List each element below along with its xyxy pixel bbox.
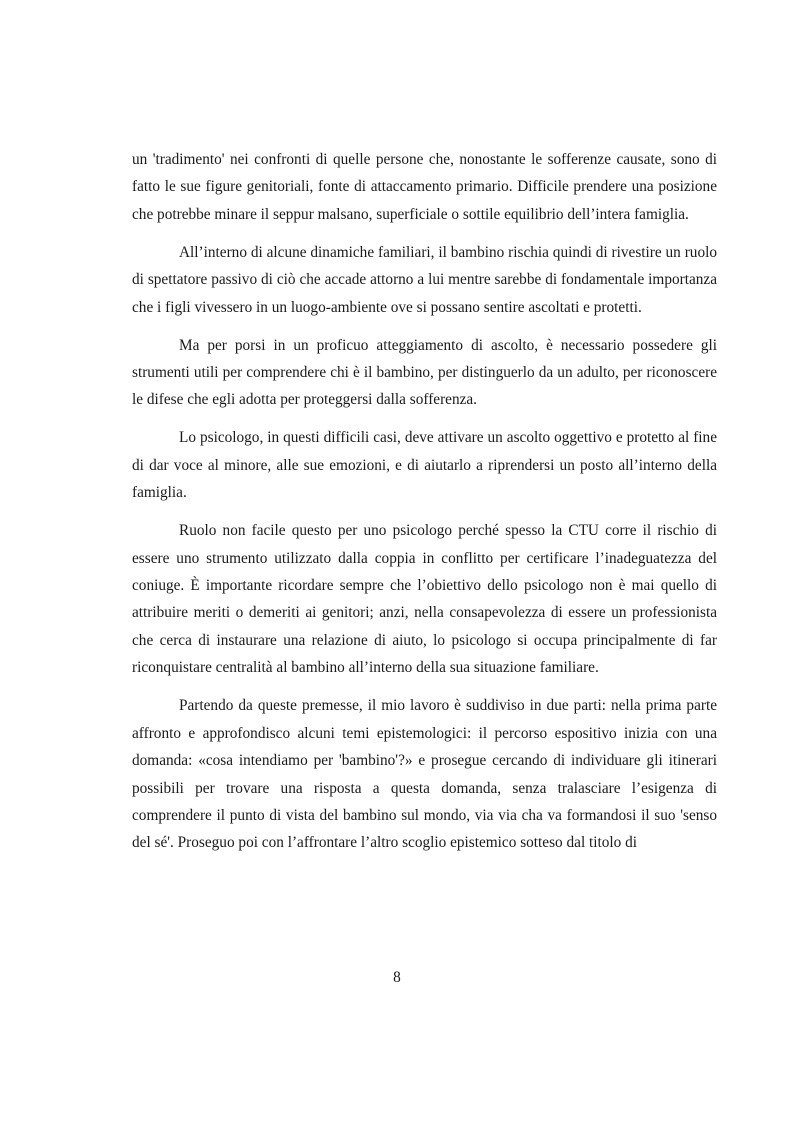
paragraph: Ruolo non facile questo per uno psicologo perché spesso la CTU corre il rischio di essere uno strumento utilizzato dalla coppia in conflitto per certificare l’inadeguatezza del coniuge. È importante ricordare sempre che l’obiettivo dello psicologo non è mai quello di attribuire meriti o demeriti ai genitori; anzi, nella consapevolezza di essere un professionista che cerca di instaurare una relazione di aiuto, lo psicologo si occupa principalmente di far riconquistare centralità al bambino all’interno della sua situazione familiare.: [132, 522, 717, 677]
page-body: [132, 146, 717, 867]
paragraph: All’interno di alcune dinamiche familiari, il bambino rischia quindi di rivestire un ruolo di spettatore passivo di ciò che accade attorno a lui mentre sarebbe di fondamentale importanza che i figli vivessero in un luogo-ambiente ove si possano sentire ascoltati e protetti.: [132, 243, 717, 316]
paragraph: Partendo da queste premesse, il mio lavoro è suddiviso in due parti: nella prima parte affronto e approfondisco alcuni temi epistemologici: il percorso espositivo inizia con una domanda: «cosa intendiamo per 'bambino'?» e prosegue cercando di individuare gli itinerari possibili per trovare una risposta a questa domanda, senza tralasciare l’esigenza di comprendere il punto di vista del bambino sul mondo, via via cha va formandosi il suo 'senso del sé'. Proseguo poi con l’affrontare l’altro scoglio epistemico sotteso dal titolo di: [132, 697, 717, 852]
paragraph: Lo psicologo, in questi difficili casi, deve attivare un ascolto oggettivo e protetto al fine di dar voce al minore, alle sue emozioni, e di aiutarlo a riprendersi un posto all’interno della famiglia.: [132, 429, 717, 502]
paragraph: un 'tradimento' nei confronti di quelle persone che, nonostante le sofferenze causate, sono di fatto le sue figure genitoriali, fonte di attaccamento primario. Difficile prendere una posizione che potrebbe minare il seppur malsano, superficiale o sottile equilibrio dell’intera famiglia.: [132, 151, 717, 223]
paragraph: Ma per porsi in un proficuo atteggiamento di ascolto, è necessario possedere gli strumenti utili per comprendere chi è il bambino, per distinguerlo da un adulto, per riconoscere le difese che egli adotta per proteggersi dalla sofferenza.: [132, 336, 717, 409]
page-number: 8: [393, 969, 401, 986]
